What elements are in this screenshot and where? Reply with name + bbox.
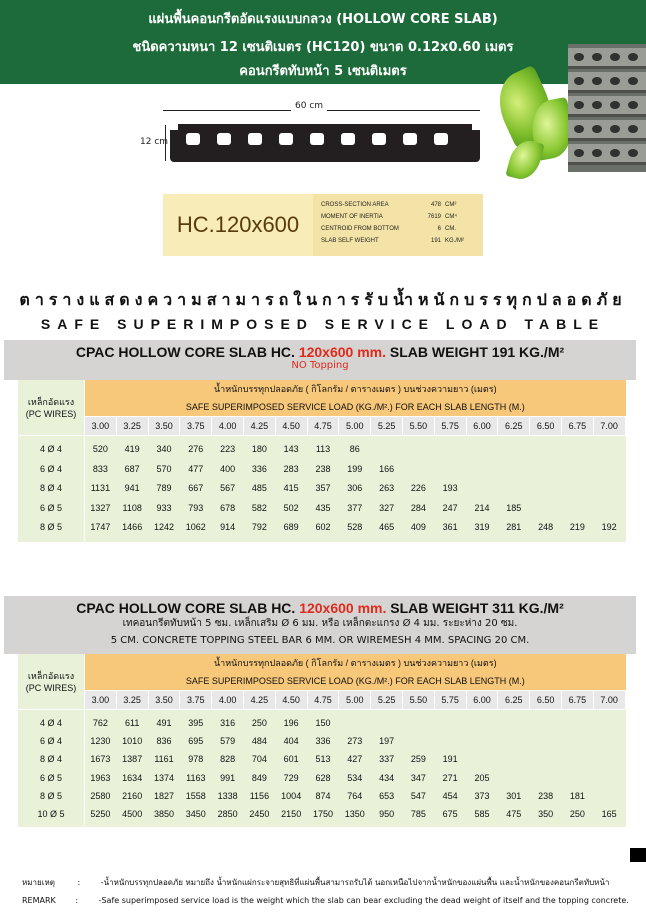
property-row [321,212,483,224]
slab-length-header: 6.00 [467,691,498,709]
load-value: 1963 [90,772,111,783]
slab-length-header: 4.00 [212,691,243,709]
slab-length-header: 6.75 [562,691,593,709]
load-value: 602 [315,522,331,532]
width-dimension [163,101,480,116]
load-value: 570 [156,463,172,474]
load-value: 223 [220,444,236,454]
load-table-no-topping [4,340,636,536]
load-value: 687 [124,463,140,474]
table-1-title-size: 120x600 mm. [298,344,387,360]
load-value: 248 [538,522,554,532]
table-1-title-bar [4,340,636,380]
load-value: 1327 [90,502,111,513]
load-value: 485 [251,483,267,493]
load-value: 276 [188,444,204,454]
load-value: 1010 [122,736,143,747]
load-value: 2160 [122,790,143,801]
load-value: 205 [474,772,490,783]
leaf-icon [505,137,544,183]
load-value: 828 [220,754,236,765]
load-value: 4500 [122,809,143,819]
load-value: 833 [92,463,108,474]
load-value: 1750 [312,809,333,819]
load-table-with-topping [4,596,636,828]
load-value: 113 [315,444,331,454]
property-unit: CM² [445,202,457,208]
load-value: 978 [188,754,204,765]
load-value: 1062 [185,522,206,532]
slab-length-header: 3.25 [117,417,148,435]
load-value: 350 [538,809,554,819]
load-value: 1163 [186,772,206,783]
load-value: 409 [410,522,426,532]
load-value: 143 [283,444,299,454]
slab-length-header: 4.75 [308,691,339,709]
height-label: 12 cm [140,137,169,147]
product-box [163,194,483,256]
load-value: 226 [410,483,426,493]
load-value: 520 [92,444,108,454]
load-header-english: SAFE SUPERIMPOSED SERVICE LOAD (KG./M².) FOR EACH SLAB LENGTH (M.) [85,398,626,416]
wire-label: 6 Ø 4 [39,736,62,747]
load-value: 695 [188,736,204,747]
load-value: 281 [506,522,522,532]
load-value: 435 [315,502,331,513]
load-value: 534 [347,772,363,783]
load-value: 528 [347,522,363,532]
load-header-english: SAFE SUPERIMPOSED SERVICE LOAD (KG./M².) FOR EACH SLAB LENGTH (M.) [85,672,626,690]
load-value: 653 [379,790,395,801]
slab-stack-photo [568,44,646,172]
load-value: 1827 [153,790,174,801]
slab-length-header: 3.75 [180,691,211,709]
load-value: 582 [251,502,267,513]
property-value: 6 [437,226,441,232]
load-value: 150 [315,718,331,728]
slab-length-header: 5.75 [435,417,466,435]
load-value: 327 [379,502,395,513]
slab-length-header: 7.00 [594,417,625,435]
load-value: 836 [156,736,172,747]
load-value: 247 [442,502,458,513]
load-value: 238 [315,463,331,474]
load-value: 1558 [185,790,206,801]
load-value: 513 [315,754,331,765]
property-value: 7619 [427,214,441,220]
load-value: 238 [538,790,554,801]
load-value: 729 [283,772,299,783]
slab-length-header: 4.25 [244,691,275,709]
load-value: 180 [251,444,267,454]
slab-length-header: 4.50 [276,417,307,435]
slab-length-header: 5.25 [371,417,402,435]
load-value: 337 [379,754,395,765]
footer-remarks: หมายเหตุ : -น้ำหนักบรรทุกปลอดภัย หมายถึง น้ำหนักแผ่กระจายสุทธิที่แผ่นพื้นสามารถรับได้ นอกเหนือไปจากน้ำหนักของแผ่นพื้น และน้ำหนักของคอนกรีตทับหน้า REMARK : -Safe superimposed service load is the weight which the slab can bear excluding the dead weight of itself and the topping concrete. [0,862,646,914]
header-banner [0,0,646,84]
load-value: 361 [442,522,458,532]
slab-length-header: 5.50 [403,417,434,435]
load-value: 283 [283,463,299,474]
load-value: 336 [251,463,267,474]
load-value: 793 [188,502,204,513]
load-value: 764 [347,790,363,801]
pc-wires-label-english: (PC WIRES) [25,409,77,419]
load-value: 301 [506,790,522,801]
remark-thai-text: -น้ำหนักบรรทุกปลอดภัย หมายถึง น้ำหนักแผ่กระจายสุทธิที่แผ่นพื้นสามารถรับได้ นอกเหนือไปจากน้ำหนักของแผ่นพื้น และน้ำหนักของคอนกรีตทับหน้า [100,878,610,887]
slab-length-header: 6.25 [498,691,529,709]
pc-wires-label-thai: เหล็กอัดแรง [27,671,75,681]
load-value: 263 [379,483,395,493]
load-value: 404 [283,736,299,747]
load-value: 1350 [344,809,365,819]
load-value: 197 [379,736,395,747]
wire-label: 6 Ø 4 [39,463,62,474]
load-value: 306 [347,483,363,493]
load-value: 214 [474,502,490,513]
load-value: 219 [569,522,585,532]
pc-wires-header [18,654,84,709]
load-value: 400 [220,463,236,474]
header-line-3: คอนกรีตทับหน้า 5 เซนติเมตร [239,64,407,79]
load-value: 181 [569,790,585,801]
load-value: 475 [506,809,522,819]
load-value: 336 [315,736,331,747]
load-value: 434 [379,772,395,783]
load-value: 419 [124,444,140,454]
load-value: 193 [442,483,458,493]
wire-label: 8 Ø 5 [39,790,62,801]
slab-length-header: 6.75 [562,417,593,435]
load-value: 347 [410,772,426,783]
product-name: HC.120x600 [163,194,313,256]
load-value: 3850 [153,809,174,819]
load-value: 874 [315,790,331,801]
table-2-subtitle-thai: เทคอนกรีตทับหน้า 5 ซม. เหล็กเสริม Ø 6 มม. หรือ เหล็กตะแกรง Ø 4 มม. ระยะห่าง 20 ซม. [122,618,518,629]
load-value: 2850 [217,809,238,819]
load-value: 914 [220,522,236,532]
remark-english-label: REMARK [22,896,56,905]
wire-label: 6 Ø 5 [39,502,62,513]
property-label: CROSS-SECTION AREA [321,202,389,208]
load-value: 273 [347,736,363,747]
load-value: 579 [220,736,236,747]
property-value: 478 [430,202,441,208]
slab-length-header: 3.75 [180,417,211,435]
wire-label: 8 Ø 5 [39,522,62,532]
load-value: 250 [251,718,267,728]
table-1-title-suffix: SLAB WEIGHT 191 KG./M² [389,344,565,360]
load-value: 689 [283,522,299,532]
slab-length-header: 4.75 [308,417,339,435]
load-value: 675 [442,809,458,819]
load-value: 454 [442,790,458,801]
slab-length-header: 4.50 [276,691,307,709]
load-value: 1466 [122,522,143,532]
load-value: 191 [442,754,458,765]
load-header-thai: น้ำหนักบรรทุกปลอดภัย ( กิโลกรัม / ตารางเมตร ) บนช่วงความยาว (เมตร) [85,380,626,398]
load-value: 1387 [122,754,143,765]
table-title-thai: ตารางแสดงความสามารถในการรับน้ำหนักบรรทุกปลอดภัย [19,290,627,309]
slab-length-header: 3.25 [117,691,148,709]
product-properties [321,200,483,248]
load-value: 3450 [185,809,206,819]
pc-wires-label-english: (PC WIRES) [25,683,77,693]
slab-length-header: 6.50 [530,691,561,709]
load-value: 1108 [122,502,142,513]
load-value: 284 [410,502,426,513]
slab-length-header: 3.50 [149,417,180,435]
load-value: 484 [251,736,267,747]
property-label: SLAB SELF WEIGHT [321,238,379,244]
wire-label: 10 Ø 5 [37,809,65,819]
load-value: 86 [349,444,360,454]
load-value: 415 [283,483,299,493]
table-2-title-prefix: CPAC HOLLOW CORE SLAB HC. [76,600,296,616]
load-value: 1161 [154,754,174,765]
load-value: 427 [347,754,363,765]
load-value: 792 [251,522,267,532]
load-value: 1004 [281,790,302,801]
load-value: 1634 [122,772,143,783]
wire-label: 4 Ø 4 [39,444,62,454]
wire-label: 8 Ø 4 [39,483,62,493]
load-value: 192 [601,522,617,532]
load-value: 849 [251,772,267,783]
load-value: 611 [125,718,140,728]
slab-length-header: 6.50 [530,417,561,435]
slab-cross-section [170,124,480,162]
load-value: 340 [156,444,172,454]
load-value: 704 [251,754,267,765]
load-value: 667 [188,483,204,493]
load-value: 250 [569,809,585,819]
property-label: MOMENT OF INERTIA [321,214,383,220]
load-value: 377 [347,502,363,513]
header-line-1: แผ่นพื้นคอนกรีตอัดแรงแบบกลวง (HOLLOW CORE SLAB) [148,12,498,27]
table-2-title-suffix: SLAB WEIGHT 311 KG./M² [390,600,564,616]
load-value: 166 [379,463,395,474]
load-value: 502 [283,502,299,513]
table-1-subtitle: NO Topping [291,360,349,371]
load-value: 357 [315,483,331,493]
load-value: 762 [92,718,108,728]
slab-length-header: 5.25 [371,691,402,709]
load-value: 601 [283,754,299,765]
load-value: 991 [220,772,236,783]
slab-length-header: 6.00 [467,417,498,435]
slab-length-header: 5.00 [339,691,370,709]
width-label: 60 cm [291,101,327,111]
load-value: 1747 [90,522,111,532]
load-value: 185 [506,502,522,513]
wire-label: 8 Ø 4 [39,754,62,765]
slab-length-header: 4.00 [212,417,243,435]
remark-thai-label: หมายเหตุ [22,878,55,887]
slab-length-header: 5.50 [403,691,434,709]
load-value: 933 [156,502,172,513]
load-value: 950 [379,809,395,819]
load-value: 1338 [217,790,238,801]
header-line-2: ชนิดความหนา 12 เซนติเมตร (HC120) ขนาด 0.12x0.60 เมตร [132,40,514,55]
load-value: 1230 [90,736,111,747]
property-unit: CM⁴ [445,214,457,220]
slab-length-header: 5.00 [339,417,370,435]
load-value: 678 [220,502,236,513]
slab-length-header: 6.25 [498,417,529,435]
load-value: 628 [315,772,331,783]
table-2-subtitle-english: 5 CM. CONCRETE TOPPING STEEL BAR 6 MM. OR WIREMESH 4 MM. SPACING 20 CM. [110,635,530,646]
slab-length-header: 3.00 [85,691,116,709]
load-value: 319 [474,522,490,532]
load-value: 2150 [281,809,302,819]
load-value: 477 [188,463,204,474]
load-value: 199 [347,463,363,474]
load-value: 271 [442,772,458,783]
load-value: 1156 [249,790,270,801]
load-value: 567 [220,483,236,493]
slab-length-header: 3.50 [149,691,180,709]
slab-length-header: 7.00 [594,691,625,709]
property-row [321,200,483,212]
property-row [321,224,483,236]
slab-length-header: 5.75 [435,691,466,709]
load-value: 2580 [90,790,111,801]
load-value: 1131 [90,483,111,493]
load-value: 789 [156,483,172,493]
property-label: CENTROID FROM BOTTOM [321,226,399,232]
table-title-english: SAFE SUPERIMPOSED SERVICE LOAD TABLE [40,316,606,332]
property-unit: CM. [445,226,456,232]
load-value: 1242 [153,522,174,532]
pc-wires-label-thai: เหล็กอัดแรง [27,397,75,407]
load-value: 259 [410,754,426,765]
load-value: 165 [601,809,617,819]
property-value: 191 [430,238,441,244]
load-value: 395 [188,718,204,728]
table-2-title-size: 120x600 mm. [299,600,387,616]
property-row [321,236,483,248]
load-value: 316 [220,718,236,728]
load-value: 585 [474,809,490,819]
load-value: 1374 [153,772,174,783]
load-value: 547 [410,790,426,801]
load-value: 5250 [90,809,111,819]
table-2-title-bar [4,596,636,654]
load-value: 373 [474,790,490,801]
property-unit: KG./M² [445,238,464,244]
slab-length-header: 4.25 [244,417,275,435]
load-value: 1673 [90,754,111,765]
slab-length-header: 3.00 [85,417,116,435]
table-1-title-prefix: CPAC HOLLOW CORE SLAB HC. [75,344,295,360]
load-value: 196 [283,718,299,728]
wire-label: 4 Ø 4 [39,718,62,728]
load-value: 465 [379,522,395,532]
load-value: 785 [410,809,426,819]
load-value: 941 [124,483,140,493]
wire-label: 6 Ø 5 [39,772,62,783]
load-value: 491 [156,718,172,728]
load-value: 2450 [249,809,270,819]
pc-wires-header [18,380,84,435]
remark-english-text: -Safe superimposed service load is the weight which the slab can bear excluding the dead weight of itself and the topping concrete. [98,896,629,905]
load-header-thai: น้ำหนักบรรทุกปลอดภัย ( กิโลกรัม / ตารางเมตร ) บนช่วงความยาว (เมตร) [85,654,626,672]
